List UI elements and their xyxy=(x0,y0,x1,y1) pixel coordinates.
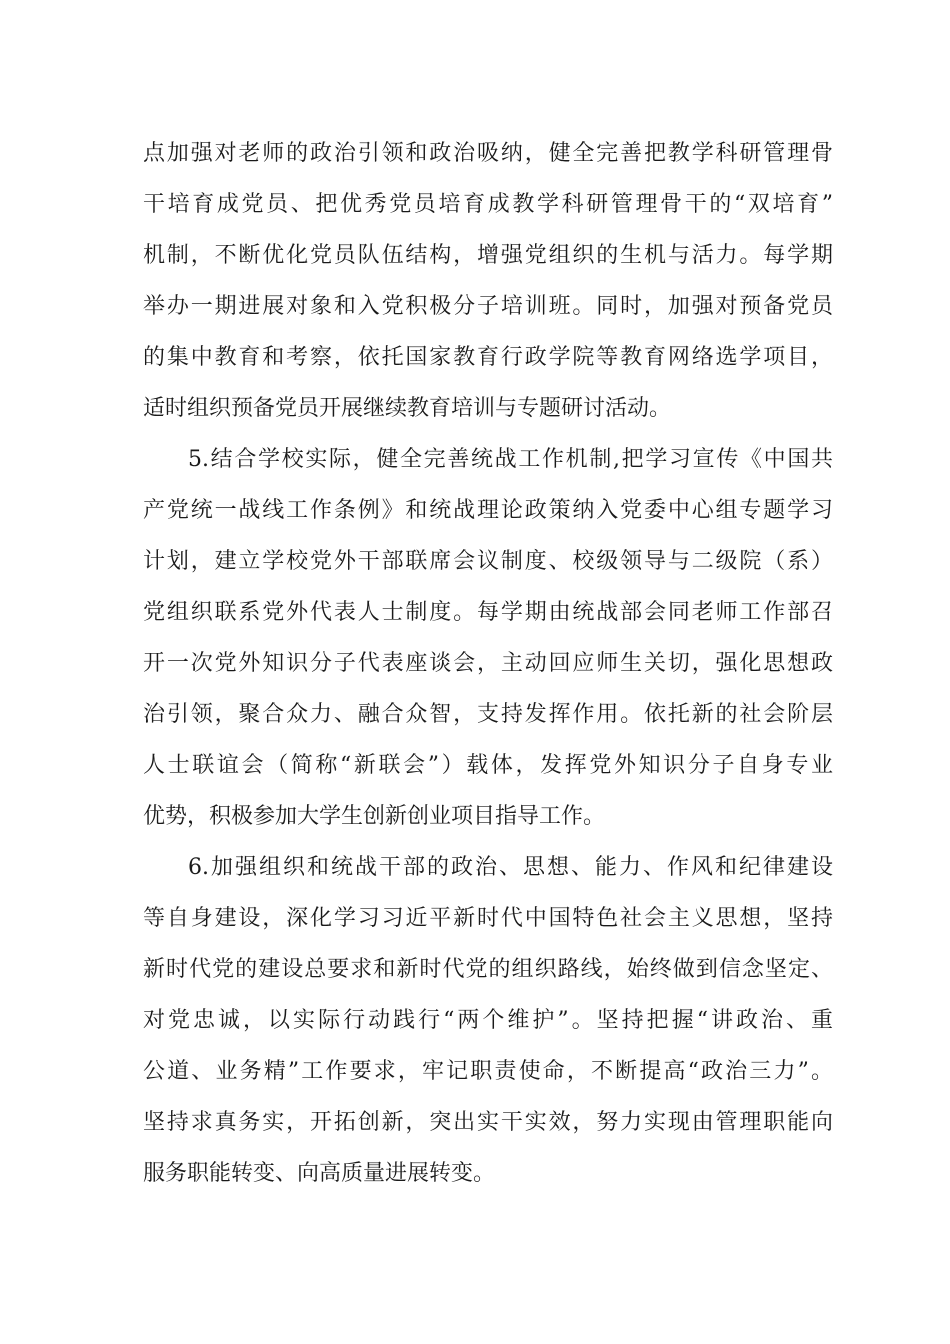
paragraph-line: 党组织联系党外代表人士制度。每学期由统战部会同老师工作部召 xyxy=(143,600,833,625)
paragraph-line: 适时组织预备党员开展继续教育培训与专题研讨活动。 xyxy=(143,396,672,421)
paragraph-line: 产党统一战线工作条例》和统战理论政策纳入党委中心组专题学习 xyxy=(143,498,833,523)
paragraph-line: 点加强对老师的政治引领和政治吸纳，健全完善把教学科研管理骨 xyxy=(143,141,833,166)
paragraph-line: 公道、业务精”工作要求，牢记职责使命，不断提高“政治三力”。 xyxy=(143,1059,833,1084)
paragraph-line: 新时代党的建设总要求和新时代党的组织路线，始终做到信念坚定、 xyxy=(143,957,833,982)
paragraph-line-item-6: 6.加强组织和统战干部的政治、思想、能力、作风和纪律建设 xyxy=(188,855,833,880)
paragraph-line: 干培育成党员、把优秀党员培育成教学科研管理骨干的“双培育” xyxy=(143,192,833,217)
paragraph-line: 等自身建设，深化学习习近平新时代中国特色社会主义思想，坚持 xyxy=(143,906,833,931)
paragraph-line: 治引领，聚合众力、融合众智，支持发挥作用。依托新的社会阶层 xyxy=(143,702,833,727)
paragraph-line: 的集中教育和考察，依托国家教育行政学院等教育网络选学项目， xyxy=(143,345,833,370)
paragraph-line: 优势，积极参加大学生创新创业项目指导工作。 xyxy=(143,804,606,829)
paragraph-line: 坚持求真务实，开拓创新，突出实干实效，努力实现由管理职能向 xyxy=(143,1110,833,1135)
paragraph-line: 举办一期进展对象和入党积极分子培训班。同时，加强对预备党员 xyxy=(143,294,833,319)
paragraph-line: 计划，建立学校党外干部联席会议制度、校级领导与二级院（系） xyxy=(143,549,833,574)
document-body xyxy=(143,128,833,1199)
paragraph-line: 人士联谊会（简称“新联会”）载体，发挥党外知识分子自身专业 xyxy=(143,753,833,778)
paragraph-line: 机制，不断优化党员队伍结构，增强党组织的生机与活力。每学期 xyxy=(143,243,833,268)
paragraph-line: 服务职能转变、向高质量进展转变。 xyxy=(143,1161,496,1186)
paragraph-line-item-5: 5.结合学校实际，健全完善统战工作机制,把学习宣传《中国共 xyxy=(188,447,833,472)
paragraph-line: 对党忠诚，以实际行动践行“两个维护”。坚持把握“讲政治、重 xyxy=(143,1008,833,1033)
paragraph-line: 开一次党外知识分子代表座谈会，主动回应师生关切，强化思想政 xyxy=(143,651,833,676)
